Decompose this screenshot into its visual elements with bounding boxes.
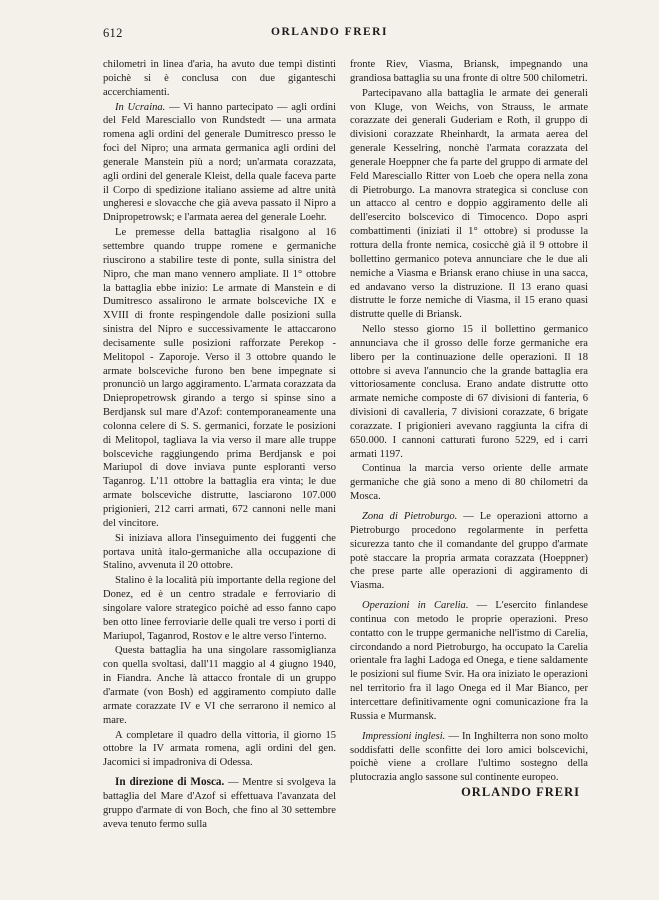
paragraph: Partecipavano alla battaglia le armate dei generali von Kluge, von Weichs, von Strauss, le armate corazzate dei generali Guderiam e Roth, il gruppo di divisioni corazzate Rheinhardt, la armata aerea del generale Kesselring, nonchè l'armata corazzata del generale Hoeppner che fa parte del gruppo di armate del Feld Maresciallo Ritter von Loeb che opera nella zona di Pietroburgo. La manovra strategica si concluse con un attacco al centro e doppio aggiramento delle ali dell'esercito bolscevico di Timocenco. Dopo aspri combattimenti (iniziati il 1° ottobre) si produsse la rottura della fronte nemica, cosicchè già il 9 ottobre il bollettino germanico poteva annunciare che le due ali nemiche a Viasma e Briansk erano chiuse in una sacca, ed andavano verso la distruzione. Il 13 erano quasi distrutte le forze nemiche di Viasma, il 15 erano quasi distrutte quelle di Briansk. (350, 87, 588, 321)
section-body: — Le operazioni attorno a Pietroburgo procedono regolarmente in perfetta sicurezza tanto che il comandante del gruppo d'armate potè staccare la propria armata corazzata (Hoeppner) che prese parte alle operazioni di aggiramento di Viasma. (350, 511, 589, 592)
paragraph: Nello stesso giorno 15 il bollettino germanico annunciava che il grosso delle forze germaniche era libero per la continuazione delle operazioni. Il 18 ottobre si aveva l'annuncio che la grande battaglia era vittoriosamente conclusa. Erano andate distrutte otto armate nemiche composte di 67 divisioni di fanteria, 6 divisioni di cavalleria, 7 divisioni corazzate, 6 brigate corazzate. I prigionieri avevano raggiunta la cifra di 650.000. I cannoni catturati furono 5229, ed i carri armati 1197. (350, 324, 588, 460)
section-pietroburgo (350, 510, 588, 593)
paragraph: Questa battaglia ha una singolare rassomiglianza con quella svoltasi, dall'11 maggio al 4 giugno 1940, in Fiandra. Anche là attacco frontale di un gruppo d'armate (von Bosh) ed aggiramento compiuto dalle armate corazzate IV e VI che serrarono il nemico al mare. (103, 645, 336, 726)
page-header (0, 26, 659, 46)
author-signature: ORLANDO FRERI (461, 785, 580, 800)
paragraph: A completare il quadro della vittoria, il giorno 15 ottobre la IV armata romena, agli ordini del gen. Jacomici si impadroniva di Odessa. (103, 729, 336, 769)
paragraph: Stalino è la località più importante della regione del Donez, ed è un centro stradale e ferroviario di singolare valore strategico poichè ad esso fanno capo ben otto linee ferroviarie delle quali tre verso i porti di Mariupol, Taganrod, Rostov e le altre verso l'interno. (103, 575, 336, 642)
section-carelia (350, 599, 588, 724)
left-column (103, 58, 336, 832)
paragraph: chilometri in linea d'aria, ha avuto due tempi distinti poichè si è conclusa con due giganteschi accerchiamenti. (103, 59, 336, 98)
section-body: — In Inghilterra non sono molto soddisfatti delle sconfitte dei loro amici bolscevichi, poichè viene a crollare l'ultimo sostegno della plutocrazia anglo sassone sul continente europeo. (350, 730, 588, 784)
running-title: ORLANDO FRERI (271, 26, 388, 38)
section-body: — Mentre si svolgeva la battaglia del Mare d'Azof si effettuava l'avanzata del gruppo d'armate di von Boch, che fino al 30 settembre aveva tenuto fermo sulla (103, 777, 336, 830)
section-title: Operazioni in Carelia. (362, 600, 469, 612)
section-body: — Vi hanno partecipato — agli ordini del Feld Maresciallo von Rundstedt — una armata romena agli ordini del generale Dumitresco presso le foci del Nipro; una armata germanica agli ordini del generale Manstein più a nord; un'armata corazzata, agli ordini del generale Kleist, della quale faceva parte il Corpo di spedizione italiano assieme ad altre unità ungheresi e slovacche che già aveva passato il Nipro a Dnipropetrowsk; e l'armata aerea del generale Loehr. (103, 101, 336, 224)
section-title: In direzione di Mosca. (115, 776, 225, 789)
section-title: Impressioni inglesi. (362, 730, 446, 742)
paragraph: Le premesse della battaglia risalgono al 16 settembre quando truppe romene e germaniche riuscirono a stabilire teste di ponte, sulla sinistra del Nipro, che man mano vennero ampliate. Il 1° ottobre la battaglia ebbe inizio: Le armate di Manstein e di Dumitresco assalirono le armate bolsceviche IX e XVIII di fronte respingendole dalle posizioni sulla sinistra del Nipro e successivamente le attaccarono decisamente sulle posizioni rafforzate Perekop - Melitopol - Zaporoje. Verso il 3 ottobre quando le armate bolsceviche furono ben bene impegnate si pronunciò un largo aggiramento. L'armata corazzata da Dniepropetrowsk girando a tergo si spinse sino a Berdjansk sul mare d'Azof: contemporaneamente una colonna celere di S. S. germanici, forzate le posizioni di Melitopol, tagliava la via verso il mare alle truppe bolsceviche raggiungendo prima Berdjansk e poi Mariupol di dove inviava punte esploranti verso Taganrog. L'11 ottobre la battaglia era vinta; le due armate bolsceviche distrutte, lasciarono 107.000 prigionieri, 212 carri armati, 672 cannoni nelle mani del vincitore. (103, 227, 336, 529)
section-title: Zona di Pietroburgo. (362, 511, 458, 522)
page-number: 612 (103, 26, 123, 40)
section-ucraina (103, 101, 336, 226)
paragraph: Continua la marcia verso oriente delle armate germaniche che già sono a meno di 80 chilometri da Mosca. (350, 463, 588, 503)
section-title: In Ucraina. (115, 101, 166, 113)
paragraph: Si iniziava allora l'inseguimento dei fuggenti che portava unità italo-germaniche alla occupazione di Stalino, avvenuta il 20 ottobre. (103, 532, 336, 572)
paragraph: fronte Riev, Viasma, Briansk, impegnando una grandiosa battaglia su una fronte di oltre 500 chilometri. (350, 59, 588, 84)
section-body: — L'esercito finlandese continua con metodo le proprie operazioni. Preso contatto con le truppe germaniche nell'istmo di Carelia, circondando a nord Pietroburgo, ha occupato la Carelia orientale fra laghi Ladoga ed Onega, e tiene saldamente le posizioni sul fiume Svir. Ha ora iniziato le operazioni nel territorio fra il lago Onega ed il Mar Bianco, per intercettare definitivamente ogni comunicazione fra la Russia e Murmansk. (350, 600, 588, 722)
right-column (350, 58, 588, 801)
section-inglesi (350, 730, 588, 785)
section-mosca (103, 776, 336, 831)
